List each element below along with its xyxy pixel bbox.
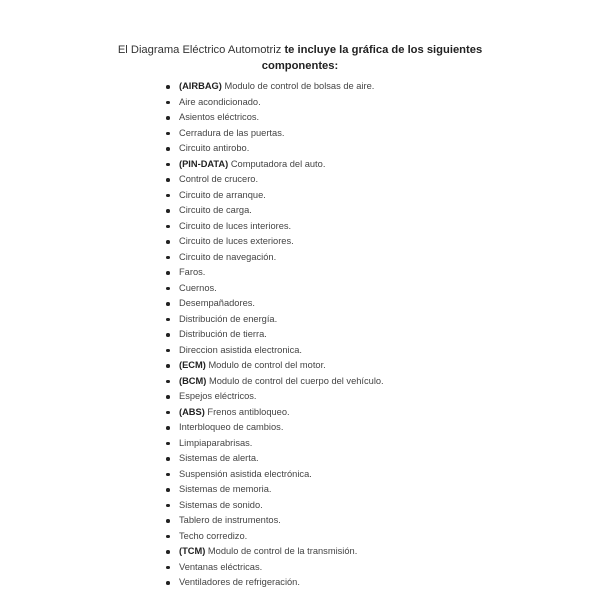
item-text: Aire acondicionado.: [179, 96, 261, 107]
item-text: Asientos eléctricos.: [179, 112, 260, 122]
list-item: [165, 343, 384, 359]
components-list: [165, 79, 384, 591]
bullet-icon: [166, 271, 170, 275]
list-item: [165, 327, 384, 343]
intro-heading: [100, 42, 500, 74]
item-code: (PIN-DATA): [179, 158, 229, 169]
bullet-icon: [166, 364, 170, 368]
bullet-icon: [166, 116, 170, 120]
list-item: [165, 281, 384, 297]
bullet-icon: [166, 442, 170, 446]
list-item: [165, 467, 384, 483]
item-text: Circuito de luces exteriores.: [179, 236, 294, 246]
item-text: Modulo de control del cuerpo del vehículo.: [206, 375, 384, 386]
item-text: Interbloqueo de cambios.: [179, 422, 284, 432]
item-text: Direccion asistida electronica.: [179, 344, 302, 355]
list-item: [165, 451, 384, 467]
bullet-icon: [166, 473, 170, 477]
item-code: (AIRBAG): [179, 81, 222, 91]
bullet-icon: [166, 411, 170, 415]
bullet-icon: [166, 240, 170, 244]
bullet-icon: [166, 581, 170, 585]
item-text: Ventiladores de refrigeración.: [179, 577, 300, 587]
bullet-icon: [166, 333, 170, 337]
bullet-icon: [166, 349, 170, 353]
bullet-icon: [166, 395, 170, 399]
heading-prefix: El Diagrama Eléctrico Automotriz: [117, 44, 285, 56]
list-item: [165, 110, 384, 126]
item-text: Techo corredizo.: [179, 530, 248, 541]
item-text: Modulo de control de bolsas de aire.: [221, 81, 375, 91]
item-text: Frenos antibloqueo.: [204, 406, 290, 417]
bullet-icon: [166, 163, 170, 167]
heading-bold-text: te incluye la gráfica de los siguientes componentes:: [261, 44, 483, 72]
item-text: Faros.: [179, 267, 206, 277]
bullet-icon: [166, 178, 170, 182]
bullet-icon: [166, 488, 170, 492]
bullet-icon: [166, 504, 170, 508]
list-item: [165, 312, 384, 328]
item-text: Computadora del auto.: [228, 158, 326, 169]
item-text: Sistemas de sonido.: [179, 499, 263, 510]
list-item: [165, 79, 384, 95]
item-text: Circuito de arranque.: [179, 189, 266, 200]
bullet-icon: [166, 550, 170, 554]
bullet-icon: [166, 85, 170, 89]
item-text: Circuito de luces interiores.: [179, 220, 292, 231]
item-text: Desempañadores.: [179, 298, 255, 308]
list-item: [165, 95, 384, 111]
bullet-icon: [166, 519, 170, 523]
item-text: Sistemas de alerta.: [179, 453, 259, 463]
list-item: [165, 544, 384, 560]
item-text: Limpiaparabrisas.: [179, 437, 253, 448]
item-text: Suspensión asistida electrónica.: [179, 468, 312, 479]
bullet-icon: [166, 426, 170, 430]
bullet-icon: [166, 566, 170, 570]
bullet-icon: [166, 380, 170, 384]
list-item: [165, 436, 384, 452]
bullet-icon: [166, 225, 170, 229]
bullet-icon: [166, 318, 170, 322]
list-item: [165, 219, 384, 235]
list-item: [165, 575, 384, 591]
item-text: Distribución de tierra.: [179, 329, 267, 339]
item-text: Sistemas de memoria.: [179, 484, 272, 494]
bullet-icon: [166, 147, 170, 151]
list-item: [165, 560, 384, 576]
item-code: (ABS): [179, 406, 205, 417]
list-item: [165, 141, 384, 157]
item-text: Distribución de energía.: [179, 313, 278, 324]
item-text: Control de crucero.: [179, 174, 259, 184]
list-item: [165, 265, 384, 281]
list-item: [165, 358, 384, 374]
bullet-icon: [166, 287, 170, 291]
item-code: (TCM): [179, 546, 206, 556]
item-text: Ventanas eléctricas.: [179, 561, 263, 572]
item-code: (BCM): [179, 375, 207, 386]
list-item: [165, 374, 384, 390]
bullet-icon: [166, 256, 170, 260]
item-code: (ECM): [179, 360, 206, 370]
item-text: Modulo de control de la transmisión.: [205, 546, 358, 556]
item-text: Modulo de control del motor.: [205, 360, 326, 370]
bullet-icon: [166, 535, 170, 539]
list-item: [165, 172, 384, 188]
bullet-icon: [166, 132, 170, 136]
item-text: Circuito de navegación.: [179, 251, 277, 262]
bullet-icon: [166, 194, 170, 198]
list-item: [165, 234, 384, 250]
list-item: [165, 296, 384, 312]
list-item: [165, 389, 384, 405]
list-item: [165, 420, 384, 436]
list-item: [165, 513, 384, 529]
list-item: [165, 203, 384, 219]
list-item: [165, 126, 384, 142]
item-text: Circuito de carga.: [179, 205, 252, 215]
list-item: [165, 250, 384, 266]
list-item: [165, 498, 384, 514]
item-text: Circuito antirobo.: [179, 143, 250, 153]
list-item: [165, 405, 384, 421]
item-text: Tablero de instrumentos.: [179, 515, 281, 525]
bullet-icon: [166, 101, 170, 105]
item-text: Cerradura de las puertas.: [179, 127, 285, 138]
item-text: Espejos eléctricos.: [179, 391, 257, 401]
item-text: Cuernos.: [179, 282, 217, 293]
bullet-icon: [166, 209, 170, 213]
list-item: [165, 529, 384, 545]
list-item: [165, 157, 384, 173]
list-item: [165, 188, 384, 204]
bullet-icon: [166, 302, 170, 306]
list-item: [165, 482, 384, 498]
bullet-icon: [166, 457, 170, 461]
